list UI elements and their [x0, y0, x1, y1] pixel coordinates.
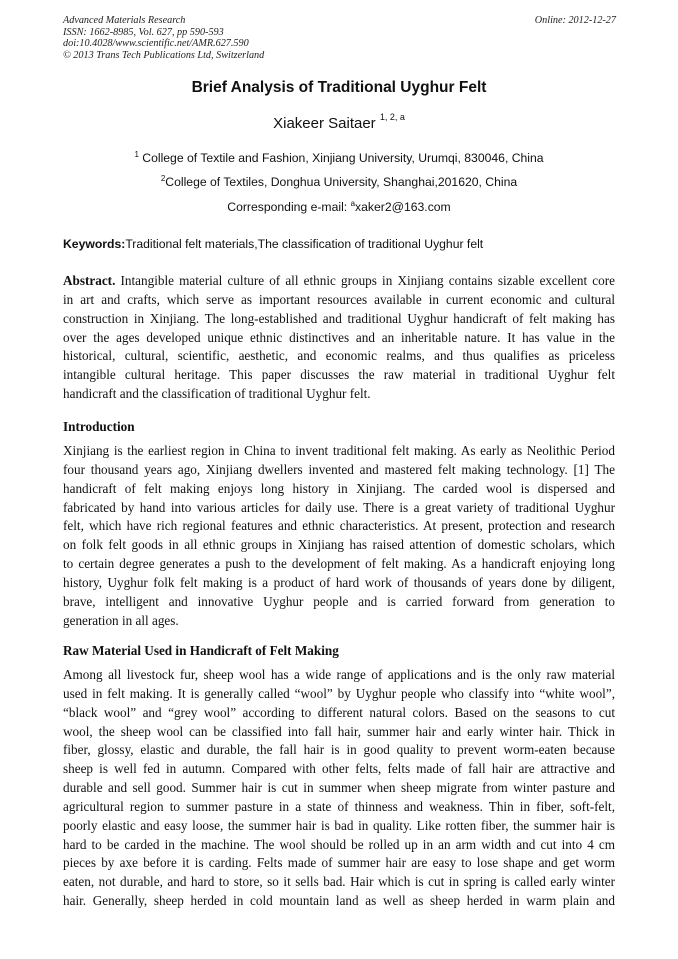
raw-material-line: sheep is well fed in autumn. Compared with other felts, felts made of fall hair are attractive and — [63, 761, 615, 777]
paper-title: Brief Analysis of Traditional Uyghur Felt — [191, 79, 487, 96]
author-line — [0, 114, 678, 132]
raw-material-line: eaten, not durable, and hard to store, so it sells bad. Hair which is cut in spring is called early winter — [63, 874, 615, 890]
abstract-line: construction in Xinjiang. The long-established and traditional Uyghur handicraft of felt making has — [63, 310, 615, 326]
keywords-line — [63, 237, 616, 251]
raw-material-line: poorly elastic and easy loose, the summer hair is bad in quality. Like rotten fiber, the summer hair is — [63, 817, 615, 833]
abstract-line: intangible cultural heritage. This paper discusses the raw material in traditional Uyghur felt — [63, 367, 615, 383]
raw-material-line: hair. Generally, sheep herded in cold mountain land as well as sheep herded in warm plain and — [63, 893, 615, 909]
online-date: Online: 2012-12-27 — [534, 15, 616, 26]
raw-material-line: Among all livestock fur, sheep wool has a wide range of applications and is the only raw material — [63, 667, 615, 682]
email-marker: a — [350, 199, 356, 208]
abstract-line: historical, cultural, scientific, aesthetic, and economic realms, and thus qualifies as priceless — [63, 348, 615, 364]
abstract-line: Abstract. Intangible material culture of all ethnic groups in Xinjiang contains sizable excellent core — [63, 273, 615, 288]
affiliation-2 — [0, 174, 678, 189]
corresponding-email — [0, 199, 678, 214]
keywords-text: Traditional felt materials,The classification of traditional Uyghur felt — [125, 237, 484, 251]
raw-material-line: hard to be carded in the machine. The wool should be rolled up in an arm width and cut into 4 cm — [63, 836, 615, 852]
introduction-line: four thousand years ago, Xinjiang dwellers invented and mastered felt making technology. [1] The — [63, 461, 615, 477]
email-label: Corresponding e-mail: — [227, 200, 348, 215]
introduction-heading: Introduction — [63, 419, 135, 434]
affiliation-2-text: College of Textiles, Donghua University, Shanghai,201620, China — [165, 175, 518, 190]
affiliation-1-marker: 1 — [134, 150, 139, 159]
introduction-line: history, Uyghur folk felt making is a product of hard work of thousands of years done by diligent, — [63, 574, 615, 590]
raw-material-line: wool, the sheep wool can be classified into fall hair, summer hair and early winter hair. Thick in — [63, 723, 615, 739]
abstract-label: Abstract. — [63, 273, 116, 288]
journal-name: Advanced Materials Research — [63, 15, 186, 26]
introduction-paragraph — [63, 442, 615, 630]
introduction-line: Xinjiang is the earliest region in China to invent traditional felt making. As early as Neolithic Period — [63, 443, 615, 458]
abstract-paragraph — [63, 272, 615, 404]
raw-material-line: fiber, glossy, elastic and durable, the fall hair is in good quality to prevent worm-eaten because — [63, 742, 615, 758]
raw-material-line: pieces by axe before it is carding. Felts made of summer hair are easy to lose shape and get worm — [63, 855, 615, 871]
introduction-line: handicraft of felt making enjoys long history in Xinjiang. The carded wool is dispersed and — [63, 480, 615, 496]
raw-material-line: durable and sell good. Summer hair is cut in summer when sheep migrate from winter pasture and — [63, 780, 615, 796]
doi-line: doi:10.4028/www.scientific.net/AMR.627.590 — [63, 38, 249, 50]
introduction-line: felt, which have rich regional features and ethnic characteristics. At present, protection and research — [63, 518, 615, 534]
keywords-label: Keywords: — [63, 237, 126, 251]
raw-material-paragraph — [63, 666, 615, 911]
raw-material-heading: Raw Material Used in Handicraft of Felt Making — [63, 643, 339, 658]
affiliation-2-marker: 2 — [160, 174, 166, 183]
introduction-line: on folk felt goods in all ethnic groups in Xinjiang has raised attention of domestic scholars, which — [63, 537, 615, 553]
raw-material-line: used in felt making. It is generally called “wool” by Uyghur people who classify into “white wool”, — [63, 685, 615, 701]
introduction-line: fabricated by hand into various articles for daily use. There is a great variety of traditional Uyghur — [63, 499, 615, 515]
author-name: Xiakeer Saitaer — [273, 115, 376, 132]
introduction-line: to certain degree generates a push to the development of felt making. As a handicraft enjoying long — [63, 556, 615, 572]
author-superscript: 1, 2, a — [379, 112, 405, 122]
raw-material-line: “black wool” and “grey wool” according to different natural colors. Based on the seasons to cut — [63, 704, 615, 720]
copyright-line: © 2013 Trans Tech Publications Ltd, Switzerland — [63, 49, 265, 61]
journal-header — [63, 15, 616, 61]
affiliation-1-text: College of Textile and Fashion, Xinjiang University, Urumqi, 830046, China — [142, 151, 544, 166]
raw-material-line: agricultural region to summer pasture in a state of thinness and weakness. Thin in fiber, soft-felt, — [63, 798, 615, 814]
issn-line: ISSN: 1662-8985, Vol. 627, pp 590-593 — [63, 26, 224, 38]
affiliation-1 — [0, 150, 678, 165]
introduction-line: brave, intelligent and innovative Uyghur people and is carried forward from generation to — [63, 593, 615, 609]
abstract-line: in art and crafts, which serve as important resources available in current economic and cultural — [63, 291, 615, 307]
abstract-line: over the ages developed unique ethnic distinctives and an inheritable nature. It has value in the — [63, 329, 615, 345]
introduction-line: generation in all ages. — [63, 612, 179, 628]
abstract-line: handicraft and the classification of traditional Uyghur felt. — [63, 386, 371, 402]
email-address[interactable]: xaker2@163.com — [355, 200, 451, 215]
